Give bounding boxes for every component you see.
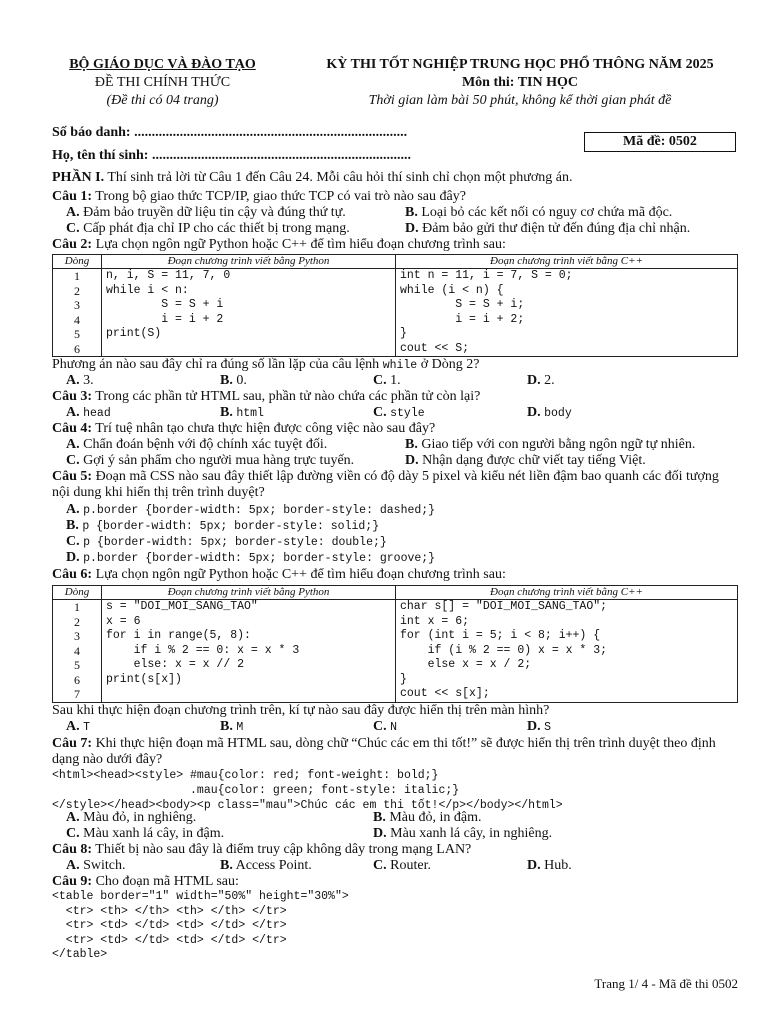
q5-option-b[interactable]: B. p {border-width: 5px; border-style: solid;} [66, 518, 380, 533]
q5-label: Câu 5: [52, 469, 93, 484]
q6-question: Sau khi thực hiện đoạn chương trình trên, kí tự nào sau đây được hiển thị trên màn hình? [52, 703, 550, 718]
q8-option-c[interactable]: C. Router. [373, 858, 431, 873]
col-cpp-header: Đoạn chương trình viết bằng C++ [396, 255, 738, 269]
q7-option-b[interactable]: B. Màu đỏ, in đậm. [373, 810, 482, 825]
col-line-header: Dòng [53, 255, 102, 269]
part1-instruction [52, 170, 572, 186]
q1-label: Câu 1: [52, 189, 93, 204]
q2-stem [52, 237, 506, 253]
q3-option-c[interactable]: C. style [373, 405, 425, 420]
q9-code: <table border="1" width="50%" height="30%"> <tr> <th> </th> <th> </th> </tr> <tr> <td> </td> <td> </td> </tr> <tr> <td> </td> <td> </td> </tr> </table> [52, 890, 349, 961]
q3-label: Câu 3: [52, 389, 93, 404]
q5-option-a[interactable]: A. p.border {border-width: 5px; border-style: dashed;} [66, 502, 436, 517]
name-field: Họ, tên thí sinh: .......................................................................... [52, 148, 411, 163]
q1-option-d[interactable]: D. Đảm bảo gửi thư điện tử đến đúng địa chỉ nhận. [405, 221, 691, 236]
q8-text: Thiết bị nào sau đây là điểm truy cập không dây trong mạng LAN? [92, 842, 472, 857]
q4-option-c[interactable]: C. Gợi ý sản phẩm cho người mua hàng trực tuyến. [66, 453, 355, 468]
ministry-name: BỘ GIÁO DỤC VÀ ĐÀO TẠO [69, 57, 256, 72]
q8-option-a[interactable]: A. Switch. [66, 858, 126, 873]
part1-text: Thí sinh trả lời từ Câu 1 đến Câu 24. Mỗi câu hỏi thí sinh chỉ chọn một phương án. [104, 170, 573, 185]
cpp-code: int n = 11, i = 7, S = 0; while (i < n) { S = S + i; i = i + 2; } cout << S; [396, 269, 738, 357]
q3-text: Trong các phần tử HTML sau, phần tử nào chứa các phần tử còn lại? [92, 389, 481, 404]
q4-label: Câu 4: [52, 421, 93, 436]
q3-option-b[interactable]: B. html [220, 405, 264, 420]
q2-option-c[interactable]: C. 1. [373, 373, 401, 388]
col-line-header: Dòng [53, 586, 102, 600]
q7-option-a[interactable]: A. Màu đỏ, in nghiêng. [66, 810, 197, 825]
q6-code-table [52, 585, 738, 703]
q1-text: Trong bộ giao thức TCP/IP, giao thức TCP có vai trò nào sau đây? [92, 189, 466, 204]
line-numbers: 1 2 3 4 5 6 [53, 269, 102, 357]
q6-stem [52, 567, 506, 583]
q1-stem [52, 189, 466, 205]
q1-option-c[interactable]: C. Cấp phát địa chỉ IP cho các thiết bị trong mạng. [66, 221, 350, 236]
q7-text-cont: dạng nào dưới đây? [52, 752, 163, 767]
q8-option-b[interactable]: B. Access Point. [220, 858, 312, 873]
part1-label: PHẦN I. [52, 170, 105, 185]
q2-option-b[interactable]: B. 0. [220, 373, 247, 388]
q6-option-a[interactable]: A. T [66, 719, 91, 734]
q6-option-b[interactable]: B. M [220, 719, 244, 734]
q5-text-cont: nội dung khi hiển thị trên trình duyệt? [52, 485, 265, 500]
q4-stem [52, 421, 435, 437]
q9-label: Câu 9: [52, 874, 93, 889]
q8-stem [52, 842, 471, 858]
python-code: n, i, S = 11, 7, 0 while i < n: S = S + i i = i + 2 print(S) [102, 269, 396, 357]
q5-option-c[interactable]: C. p {border-width: 5px; border-style: double;} [66, 534, 387, 549]
q8-option-d[interactable]: D. Hub. [527, 858, 572, 873]
q3-option-a[interactable]: A. head [66, 405, 111, 420]
q2-option-a[interactable]: A. 3. [66, 373, 94, 388]
q3-stem [52, 389, 480, 405]
q7-label: Câu 7: [52, 736, 93, 751]
q5-option-d[interactable]: D. p.border {border-width: 5px; border-style: groove;} [66, 550, 436, 565]
q6-text: Lựa chọn ngôn ngữ Python hoặc C++ để tìm hiểu đoạn chương trình sau: [92, 567, 506, 582]
page-footer: Trang 1/ 4 - Mã đề thi 0502 [594, 976, 738, 991]
official-label: ĐỀ THI CHÍNH THỨC [94, 75, 231, 90]
exam-title: KỲ THI TỐT NGHIỆP TRUNG HỌC PHỔ THÔNG NĂM 2025 [326, 57, 714, 72]
q6-label: Câu 6: [52, 567, 93, 582]
q2-question: Phương án nào sau đây chỉ ra đúng số lần lặp của câu lệnh while ở Dòng 2? [52, 357, 480, 372]
q7-stem [52, 736, 742, 768]
q7-text: Khi thực hiện đoạn mã HTML sau, dòng chữ “Chúc các em thi tốt!” sẽ được hiển thị trên trình duyệt theo định [92, 736, 716, 751]
q5-stem [52, 469, 742, 501]
q6-option-d[interactable]: D. S [527, 719, 552, 734]
line-numbers: 1 2 3 4 5 6 7 [53, 600, 102, 703]
python-code: s = "DOI_MOI_SANG_TAO" x = 6 for i in range(5, 8): if i % 2 == 0: x = x * 3 else: x = x // 2 print(s[x]) [102, 600, 396, 703]
q4-option-a[interactable]: A. Chẩn đoán bệnh với độ chính xác tuyệt đối. [66, 437, 328, 452]
header-left [40, 56, 285, 110]
q7-code: <html><head><style> #mau{color: red; font-weight: bold;} .mau{color: green; font-style: italic;} </style></head><body><p class="mau">Chúc các em thi tốt!</p></body></html> [52, 769, 563, 812]
q1-option-a[interactable]: A. Đảm bảo truyền dữ liệu tin cậy và đúng thứ tự. [66, 205, 346, 220]
q2-option-d[interactable]: D. 2. [527, 373, 555, 388]
col-cpp-header: Đoạn chương trình viết bằng C++ [396, 586, 738, 600]
col-python-header: Đoạn chương trình viết bằng Python [102, 586, 396, 600]
exam-code-box: Mã đề: 0502 [584, 132, 736, 152]
q7-option-d[interactable]: D. Màu xanh lá cây, in nghiêng. [373, 826, 553, 841]
q6-option-c[interactable]: C. N [373, 719, 398, 734]
cpp-code: char s[] = "DOI_MOI_SANG_TAO"; int x = 6; for (int i = 5; i < 8; i++) { if (i % 2 == 0) x = x * 3; else x = x / 2; } cout << s[x]; [396, 600, 738, 703]
sbd-field: Số báo danh: .............................................................................. [52, 125, 408, 140]
q4-option-b[interactable]: B. Giao tiếp với con người bằng ngôn ngữ tự nhiên. [405, 437, 696, 452]
q1-option-b[interactable]: B. Loại bỏ các kết nối có nguy cơ chứa mã độc. [405, 205, 673, 220]
q9-text: Cho đoạn mã HTML sau: [92, 874, 239, 889]
col-python-header: Đoạn chương trình viết bằng Python [102, 255, 396, 269]
q8-label: Câu 8: [52, 842, 93, 857]
q3-option-d[interactable]: D. body [527, 405, 572, 420]
q9-stem [52, 874, 239, 890]
q4-option-d[interactable]: D. Nhận dạng được chữ viết tay tiếng Việt. [405, 453, 646, 468]
q2-text: Lựa chọn ngôn ngữ Python hoặc C++ để tìm hiểu đoạn chương trình sau: [92, 237, 506, 252]
q4-text: Trí tuệ nhân tạo chưa thực hiện được công việc nào sau đây? [92, 421, 436, 436]
q2-code-table [52, 254, 738, 357]
q2-label: Câu 2: [52, 237, 93, 252]
pages-note: (Đề thi có 04 trang) [106, 93, 219, 108]
q5-text: Đoạn mã CSS nào sau đây thiết lập đường viền có độ dày 5 pixel và kiểu nét liền đậm bao quanh các đối tượng [92, 469, 719, 484]
header-right [300, 56, 740, 110]
time-note: Thời gian làm bài 50 phút, không kể thời gian phát đề [368, 93, 672, 108]
q7-option-c[interactable]: C. Màu xanh lá cây, in đậm. [66, 826, 225, 841]
subject: Môn thi: TIN HỌC [461, 75, 579, 90]
